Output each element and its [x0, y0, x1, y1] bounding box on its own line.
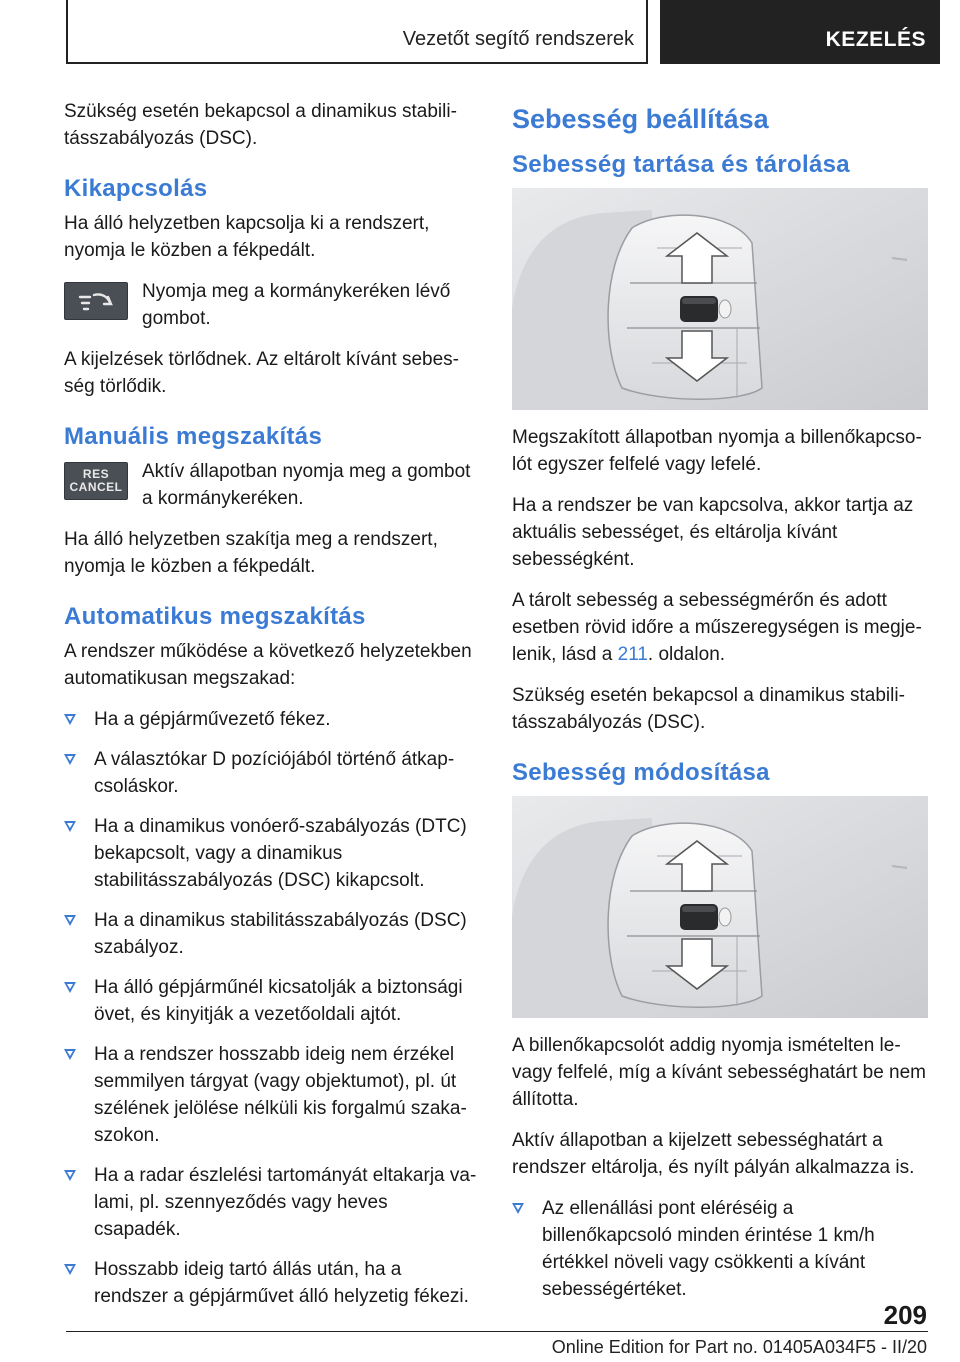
automatikus-list [64, 706, 478, 1310]
tartasa-p2: Ha a rendszer be van kapcsolva, akkor tartja az aktuális sebességet, és eltárolja kívánt sebességként. [512, 495, 914, 570]
heading-tartasa: Sebesség tartása és tárolása [512, 151, 850, 178]
tartasa-p3: A tárolt sebesség a sebességmérőn és adott esetben rövid időre a műszeregységen is megjelenik, lásd a 211. oldalon. [512, 590, 922, 665]
list-item: Ha a radar észlelési tartományát eltakarja valami, pl. szennyeződés vagy heves csapadék. [64, 1162, 478, 1243]
kikapcsolas-icon-row [64, 278, 478, 332]
triangle-bullet-icon [64, 714, 76, 725]
page-number: 209 [883, 1300, 927, 1330]
heading-sebesseg-beallitasa: Sebesség beállítása [512, 104, 769, 134]
triangle-bullet-icon [64, 982, 76, 993]
heading-modositasa: Sebesség módosítása [512, 759, 770, 786]
heading-manualis: Manuális megszakítás [64, 423, 323, 450]
res-label: RES [82, 467, 110, 481]
list-item: Ha a rendszer hosszabb ideig nem érzékel semmilyen tárgyat (vagy objektumot), pl. út szélének jelölése nélküli kis forgalmú szakaszokon. [64, 1041, 478, 1149]
manualis-icon-text: Aktív állapotban nyomja meg a gombot a kormánykeréken. [142, 461, 471, 509]
modositasa-list [512, 1195, 928, 1303]
footer-divider [66, 1331, 862, 1332]
steering-wheel-switch-image-2 [512, 796, 928, 1018]
kikapcsolas-text: Ha álló helyzetben kapcsolja ki a rendszert, nyomja le közben a fékpedált. [64, 213, 430, 261]
footer-edition: Online Edition for Part no. 01405A034F5 - II/20 [551, 1337, 927, 1357]
list-item: Ha a gépjárművezető fékez. [64, 706, 478, 733]
modositasa-p2: Aktív állapotban a kijelzett sebességhatárt a rendszer eltárolja, és nyílt pályán alkalmazza is. [512, 1130, 915, 1178]
triangle-bullet-icon [512, 1203, 524, 1214]
list-item: Az ellenállási pont eléréséig a billenőkapcsoló minden érintése 1 km/h értékkel növeli vagy csökkenti a kívánt sebességértéket. [512, 1195, 928, 1303]
triangle-bullet-icon [64, 1170, 76, 1181]
steering-wheel-switch-image-1 [512, 188, 928, 410]
chapter-title: Vezetőt segítő rendszerek [402, 28, 634, 50]
left-column [64, 98, 478, 1323]
tartasa-p4: Szükség esetén bekapcsol a dinamikus stabilitásszabályozás (DSC). [512, 685, 905, 733]
res-cancel-icon [64, 462, 128, 500]
tartasa-p1: Megszakított állapotban nyomja a billenőkapcsolót egyszer felfelé vagy lefelé. [512, 427, 922, 475]
right-column [512, 98, 928, 1316]
triangle-bullet-icon [64, 1049, 76, 1060]
section-label: KEZELÉS [825, 28, 926, 51]
heading-automatikus: Automatikus megszakítás [64, 603, 366, 630]
automatikus-intro: A rendszer működése a következő helyzetekben automatikusan megszakad: [64, 641, 472, 689]
manualis-after: Ha álló helyzetben szakítja meg a rendszert, nyomja le közben a fékpedált. [64, 529, 438, 577]
triangle-bullet-icon [64, 821, 76, 832]
list-item: Ha a dinamikus stabilitásszabályozás (DSC) szabályoz. [64, 907, 478, 961]
kikapcsolas-after: A kijelzések törlődnek. Az eltárolt kívánt sebesség törlődik. [64, 349, 459, 397]
page-reference-link[interactable]: 211 [617, 644, 648, 665]
triangle-bullet-icon [64, 1264, 76, 1275]
list-item: Ha álló gépjárműnél kicsatolják a biztonsági övet, és kinyitják a vezetőoldali ajtót. [64, 974, 478, 1028]
list-item: Hosszabb ideig tartó állás után, ha a rendszer a gépjárművet álló helyzetig fékezi. [64, 1256, 478, 1310]
triangle-bullet-icon [64, 915, 76, 926]
manualis-icon-row [64, 458, 478, 512]
list-item: Ha a dinamikus vonóerő-szabályozás (DTC) bekapcsolt, vagy a dinamikus stabilitásszabályozás (DSC) kikapcsolt. [64, 813, 478, 894]
heading-kikapcsolas: Kikapcsolás [64, 175, 208, 202]
cruise-control-off-icon [64, 282, 128, 320]
kikapcsolas-icon-text: Nyomja meg a kormánykeréken lévő gombot. [142, 281, 451, 329]
triangle-bullet-icon [64, 754, 76, 765]
modositasa-p1: A billenőkapcsolót addig nyomja ismételten le- vagy felfelé, míg a kívánt sebességhatárt be nem állította. [512, 1035, 927, 1110]
list-item: A választókar D pozíciójából történő átkapcsoláskor. [64, 746, 478, 800]
intro-paragraph: Szükség esetén bekapcsol a dinamikus stabilitásszabályozás (DSC). [64, 101, 457, 149]
header-section-box [660, 0, 940, 64]
cancel-label: CANCEL [69, 480, 123, 494]
footer-divider-right [862, 1331, 928, 1332]
header-chapter-box [66, 0, 648, 64]
